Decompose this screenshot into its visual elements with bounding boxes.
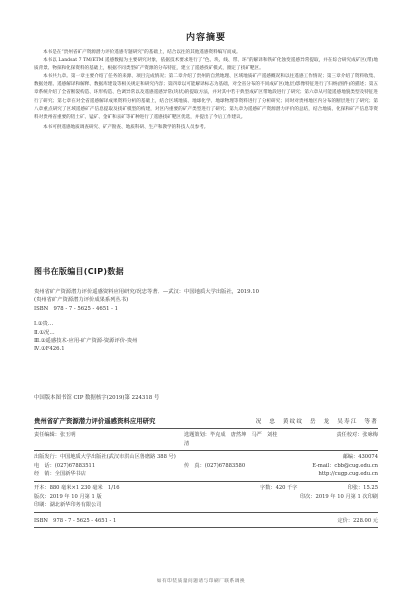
cip-heading: 图书在版编目(CIP)数据 [34, 267, 124, 276]
book-format: 开本：880 毫米×1 230 毫米 1/16 [34, 484, 120, 491]
publication-info [34, 416, 378, 528]
cip-subject: Ⅲ.①遥感技术-应用-矿产资源-资源评价-贵州 [34, 338, 138, 345]
website-link[interactable]: http://cugp.cug.edu.cn [318, 471, 378, 478]
cip-isbn: ISBN 978 - 7 - 5625 - 4651 - 1 [34, 305, 118, 312]
word-count: 字数：420 千字 [260, 484, 298, 491]
proofreader-name: 张咏梅 [362, 432, 378, 438]
isbn-price-row [34, 513, 378, 528]
book-title: 贵州省矿产资源潜力评价遥感资料应用研究 [34, 417, 156, 425]
edition-info: 版次：2019 年 10 月第 1 版 [34, 493, 102, 500]
publisher-name: 中国地质大学出版社(武汉市洪山区鲁磨路 388 号) [59, 454, 176, 461]
quality-footnote: 如有印装质量问题请与印刷厂联系调换 [156, 579, 246, 584]
summary-paragraph: 本书以 Landsat 7 TM/ETM 遥感数据为主要研究对象，依据技术要求进行了“色、块、线、带、环”的解译和铁矿化蚀变遥感异常提取，并在综合研究成矿区(带)地质背景、物探和化探资料的基础上，根据不同类型矿产资源的分布特征，建立了遥感找矿模式，圈定了找矿靶区。 [34, 58, 378, 72]
cip-subject: Ⅰ.①贵… [34, 321, 54, 328]
isbn-number: ISBN 978 - 7 - 5625 - 4651 - 1 [34, 517, 117, 524]
dealer-row: 经 销：全国新华书店 http://cugp.cug.edu.cn [34, 471, 378, 478]
publisher-row: 出版发行：中国地质大学出版社(武汉市洪山区鲁磨路 388 号) 邮编：430074 [34, 454, 378, 461]
planning-names: 毕克成 唐然坤 马严 刘桂清 [184, 432, 278, 447]
summary-paragraph: 本书可供遥感地质调查研究、矿产勘查、地质科研、生产和教学的科技人员参考。 [43, 124, 209, 130]
cip-line: 贵州省矿产资源潜力评价遥感资料应用研究/况忠等著．—武汉：中国地质大学出版社，2019.10 [34, 289, 259, 295]
editor-name: 张玉明 [59, 432, 76, 438]
cip-subject: Ⅱ.①况… [34, 329, 55, 336]
publisher-block [34, 451, 378, 482]
postcode: 430074 [358, 454, 378, 461]
cip-subject: Ⅳ.①F426.1 [34, 346, 65, 353]
content-summary [34, 30, 378, 132]
fax-number: (027)67883580 [204, 462, 246, 469]
summary-title: 内容摘要 [185, 33, 226, 43]
book-authors: 况 忠 黄纹纹 岳 龙 吴寿江 等著 [255, 419, 378, 425]
editor-row: 责任编辑：张玉明 选题策划：毕克成 唐然坤 马严 刘桂清 责任校对：张咏梅 [34, 429, 378, 451]
cip-data [34, 288, 374, 354]
contact-row: 电 话：(027)67883511 传 真：(027)67883580 E-mail：cbb@cug.edu.cn [34, 462, 378, 469]
printer-name: 湖北新华印务有限公司 [49, 502, 102, 509]
cip-line: (贵州省矿产资源潜力评价成果系列丛书) [34, 297, 129, 304]
printer-row: 印刷：湖北新华印务有限公司 [34, 502, 102, 509]
phone-number: (027)67883511 [54, 462, 96, 469]
email-link[interactable]: cbb@cug.edu.cn [334, 462, 378, 469]
printing-info: 印次：2019 年 10 月第 1 次印刷 [299, 493, 378, 500]
pub-title-row [34, 416, 378, 429]
format-block [34, 482, 378, 513]
format-row [34, 484, 378, 493]
summary-paragraph: 本书共九章。第一章主要介绍了任务的来源、项目完成情况；第二章介绍了贵州的自然地理、区域地质矿产遥感概况和以往遥感工作情况；第三章介绍了资料收集、数据处理、遥感解译和解释、数据库建设等相关规定和研究内容；第四章以可能解译标志为基础，对全省分布的不同成矿区(地层)影像特征进行了归纳(图件)的描述；第五章系统介绍了全省断裂构造、环形构造、色调异常以及遥感遥感异常(块状)的提取方法，并对其中若干典型成矿区带地段进行了研究；第六章从可能遥感地貌类型及特征进行了研究；第七章在对全省遥感解译成果资料分析的基础上，结合区域地质、地球化学、地球物理等资料进行了分析研究；同时对贵州地区内分布的断层进行了研究；第八章重点研究了区域遥感矿产信息提取及找矿模型的构建，对区内重要的矿产类型进行了研究；第九章为遥感矿产资源潜力评价的总结，结合地质、化探和矿产信息等资料对贵州省重要的铝土矿、锰矿、金矿和汞矿等矿种进行了遥感找矿靶区优选，并提出了今后工作建议。 [34, 74, 378, 120]
sheet-count: 印张：15.25 [347, 484, 378, 491]
summary-paragraph: 本书是在“贵州省矿产资源潜力评价遥感专题研究”的基础上，结合以往的其他遥感资料编写而成。 [43, 50, 241, 55]
price: 定价：228.00 元 [337, 517, 378, 524]
cip-record-number: 中国版本图书馆 CIP 数据核字(2019)第 224318 号 [34, 395, 160, 401]
dealer-name: 全国新华书店 [54, 471, 86, 478]
edition-row [34, 493, 378, 502]
